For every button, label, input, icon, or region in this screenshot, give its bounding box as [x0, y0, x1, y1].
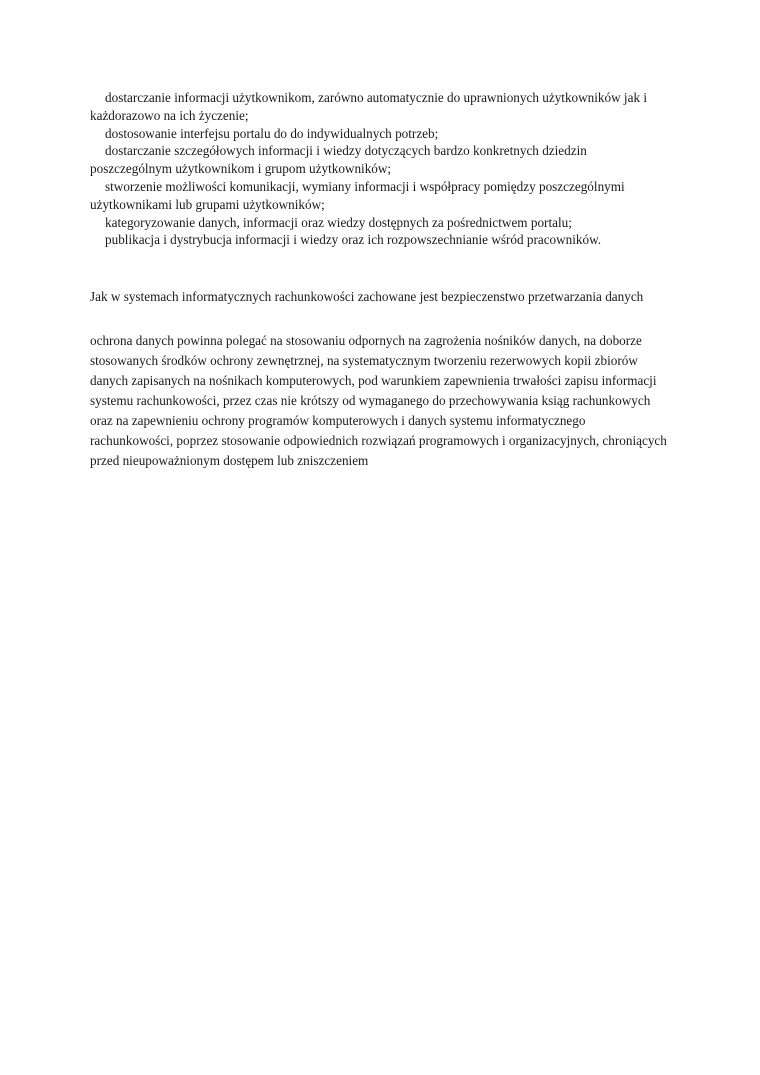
list-item: publikacja i dystrybucja informacji i wiedzy oraz ich rozpowszechnianie wśród pracowników. — [105, 232, 602, 248]
features-list — [90, 89, 670, 249]
list-item: kategoryzowanie danych, informacji oraz wiedzy dostępnych za pośrednictwem portalu; — [105, 214, 572, 230]
question-heading: Jak w systemach informatycznych rachunkowości zachowane jest bezpieczenstwo przetwarzania danych — [90, 289, 644, 305]
document-page — [90, 89, 670, 471]
list-item: dostarczanie informacji użytkownikom, zarówno automatycznie do uprawnionych użytkowników jak i każdorazowo na ich życzenie; — [90, 90, 647, 123]
list-item: stworzenie możliwości komunikacji, wymiany informacji i współpracy pomiędzy poszczególnymi użytkownikami lub grupami użytkowników; — [90, 178, 625, 212]
answer-paragraph: ochrona danych powinna polegać na stosowaniu odpornych na zagrożenia nośników danych, na doborze stosowanych środków ochrony zewnętrznej, na systematycznym tworzeniu rezerwowych kopii zbiorów danych zapisanych na nośnikach komputerowych, pod warunkiem zapewnienia trwałości zapisu informacji systemu rachunkowości, przez czas nie krótszy od wymaganego do przechowywania ksiąg rachunkowych oraz na zapewnieniu ochrony programów komputerowych i danych systemu informatycznego rachunkowości, poprzez stosowanie odpowiednich rozwiązań programowych i organizacyjnych, chroniących przed nieupoważnionym dostępem lub zniszczeniem — [90, 333, 667, 469]
list-item: dostosowanie interfejsu portalu do do indywidualnych potrzeb; — [105, 125, 439, 141]
list-item: dostarczanie szczegółowych informacji i wiedzy dotyczących bardzo konkretnych dziedzin poszczególnym użytkownikom i grupom użytkowników; — [90, 143, 587, 177]
